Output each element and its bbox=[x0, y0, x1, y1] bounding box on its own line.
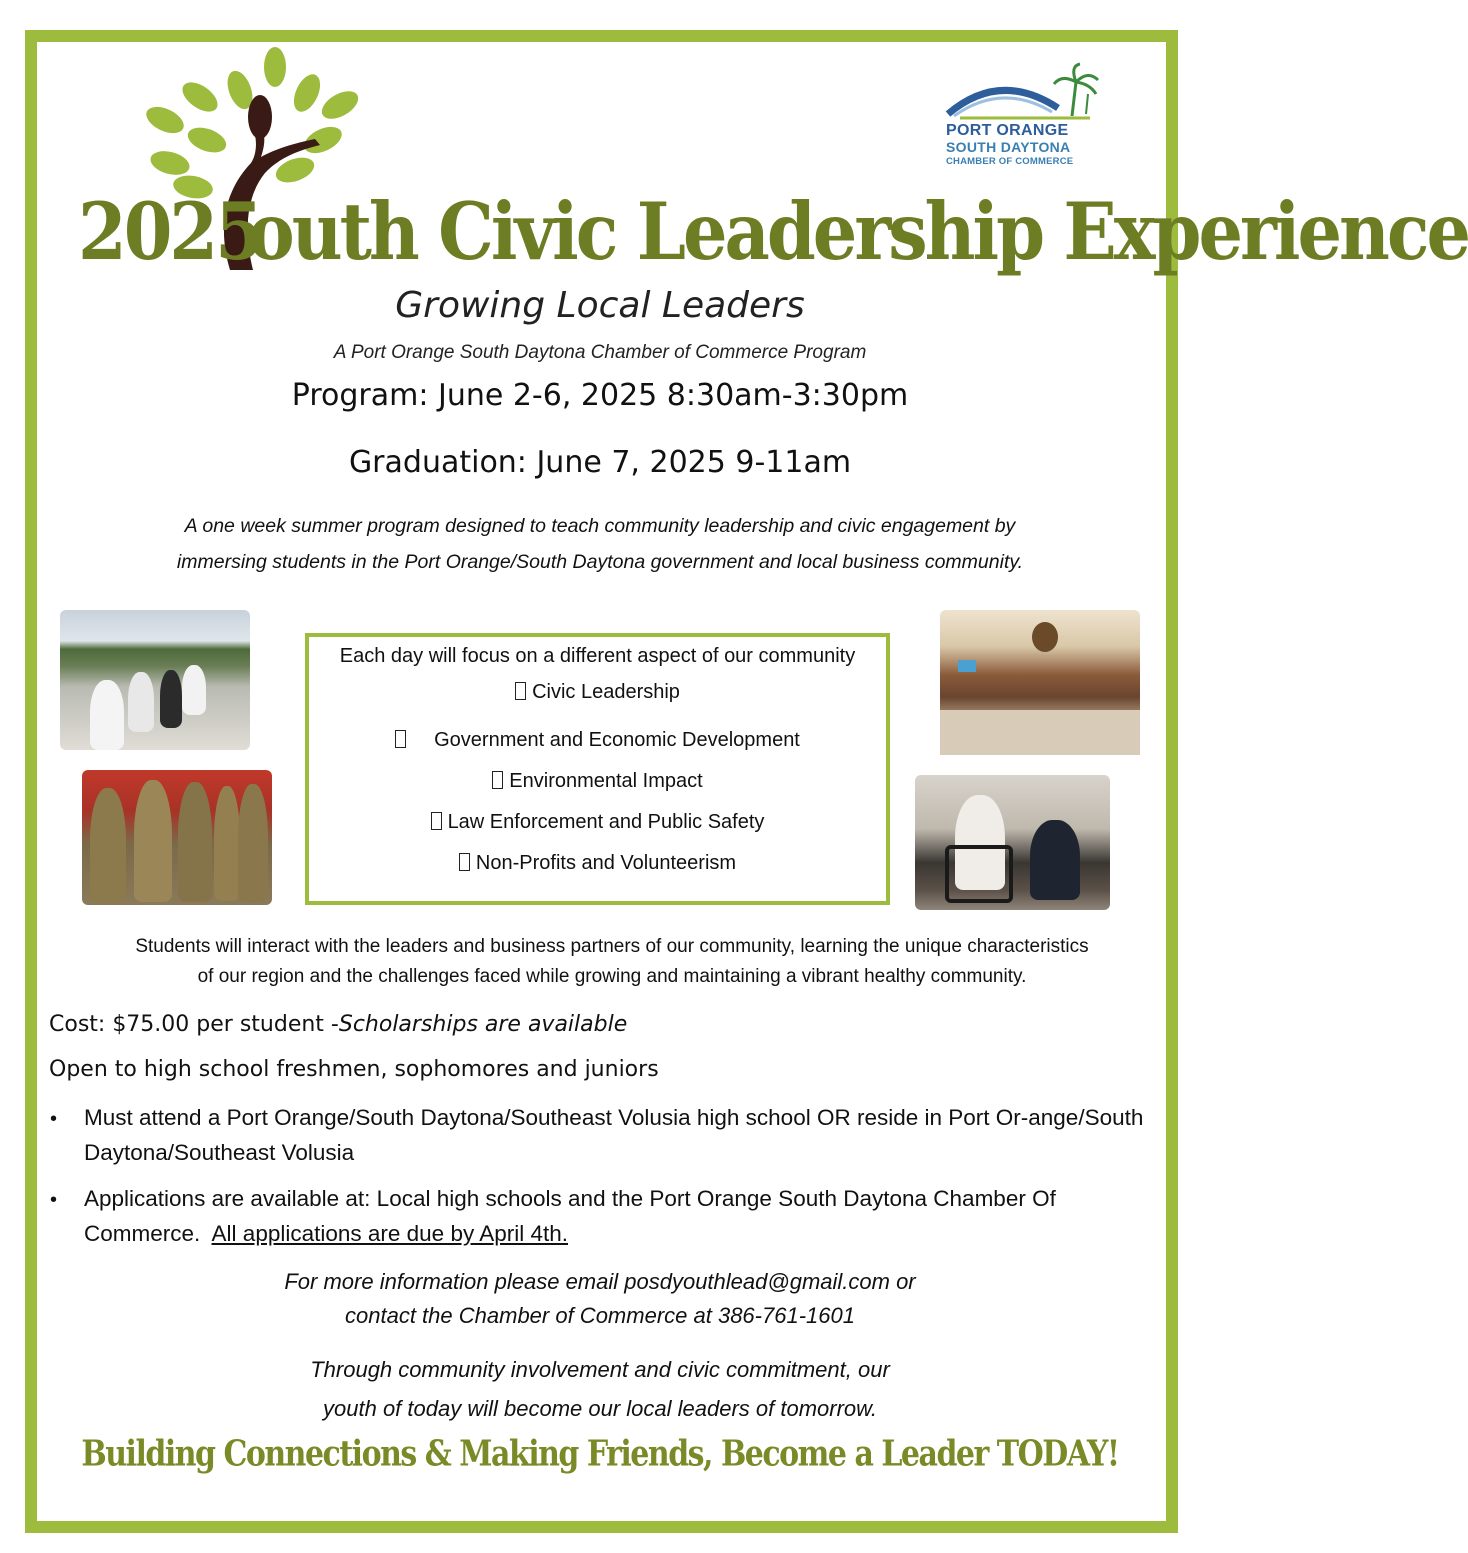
applications-info bbox=[84, 1181, 1144, 1251]
cost-text: Cost: $75.00 per student - bbox=[49, 1012, 339, 1037]
eligibility-requirement: Must attend a Port Orange/South Daytona/Southeast Volusia high school OR reside in Port Or-ange/South Daytona/Southeast Volusia bbox=[84, 1105, 1144, 1165]
checkbox-glyph-icon bbox=[459, 853, 470, 871]
closing-line2: youth of today will become our local leaders of tomorrow. bbox=[323, 1396, 877, 1421]
bullet-dot: • bbox=[50, 1189, 58, 1211]
focus-areas-box bbox=[305, 633, 890, 905]
chamber-logo bbox=[940, 62, 1100, 172]
program-dates: Program: June 2-6, 2025 8:30am-3:30pm bbox=[291, 378, 909, 413]
call-to-action: Building Connections & Making Friends, Become a Leader TODAY! bbox=[81, 1433, 1119, 1476]
checkbox-glyph-icon bbox=[395, 730, 406, 748]
program-description bbox=[0, 508, 1200, 580]
chamber-logo-line3: CHAMBER OF COMMERCE bbox=[946, 156, 1074, 167]
title-year: 2025 bbox=[78, 184, 261, 278]
contact-line1: For more information please email posdyouthlead@gmail.com or bbox=[284, 1269, 916, 1294]
chamber-logo-line2: SOUTH DAYTONA bbox=[946, 139, 1071, 155]
students-line2: of our region and the challenges faced while growing and maintaining a vibrant healthy community. bbox=[197, 966, 1027, 987]
photo-students-outdoors bbox=[60, 610, 250, 750]
focus-item: Law Enforcement and Public Safety bbox=[309, 811, 886, 834]
focus-item: Government and Economic Development bbox=[309, 729, 886, 752]
checkbox-glyph-icon bbox=[431, 812, 442, 830]
focus-item: Non-Profits and Volunteerism bbox=[309, 852, 886, 875]
checkbox-glyph-icon bbox=[492, 771, 503, 789]
focus-item: Civic Leadership bbox=[309, 681, 886, 704]
closing-statement bbox=[0, 1350, 1200, 1428]
students-paragraph bbox=[12, 932, 1212, 992]
description-line2: immersing students in the Port Orange/South Daytona government and local business community. bbox=[176, 551, 1024, 573]
program-of: A Port Orange South Daytona Chamber of Commerce Program bbox=[333, 342, 867, 363]
graduation-date: Graduation: June 7, 2025 9-11am bbox=[348, 445, 852, 480]
photo-law-enforcement bbox=[915, 775, 1110, 910]
contact-line2: contact the Chamber of Commerce at 386-761-1601 bbox=[345, 1303, 855, 1328]
main-title bbox=[78, 176, 1468, 288]
chamber-logo-line1: PORT ORANGE bbox=[946, 122, 1069, 139]
photo-council-chamber bbox=[940, 610, 1140, 755]
checkbox-glyph-icon bbox=[515, 682, 526, 700]
contact-info bbox=[0, 1265, 1200, 1333]
closing-line1: Through community involvement and civic commitment, our bbox=[310, 1357, 890, 1382]
bullet-dot: • bbox=[50, 1108, 58, 1130]
subtitle: Growing Local Leaders bbox=[395, 285, 805, 326]
scholarships-text: Scholarships are available bbox=[338, 1012, 628, 1037]
focus-heading: Each day will focus on a different aspect of our community bbox=[339, 645, 856, 667]
cost-line bbox=[49, 1012, 627, 1037]
title-rest: outh Civic Leadership Experience bbox=[248, 184, 1468, 278]
eligibility-line: Open to high school freshmen, sophomores and juniors bbox=[49, 1057, 659, 1082]
photo-firefighter-gear bbox=[82, 770, 272, 905]
description-line1: A one week summer program designed to teach community leadership and civic engagement by bbox=[184, 515, 1016, 537]
focus-item: Environmental Impact bbox=[309, 770, 886, 793]
bridge-palm-icon bbox=[940, 62, 1100, 122]
applications-text: Applications are available at: Local high schools and the Port Orange South Daytona Chamber Of Commerce. bbox=[84, 1186, 1056, 1246]
students-line1: Students will interact with the leaders and business partners of our community, learning the unique characteristics bbox=[135, 936, 1089, 957]
applications-due: All applications are due by April 4th. bbox=[211, 1221, 569, 1246]
